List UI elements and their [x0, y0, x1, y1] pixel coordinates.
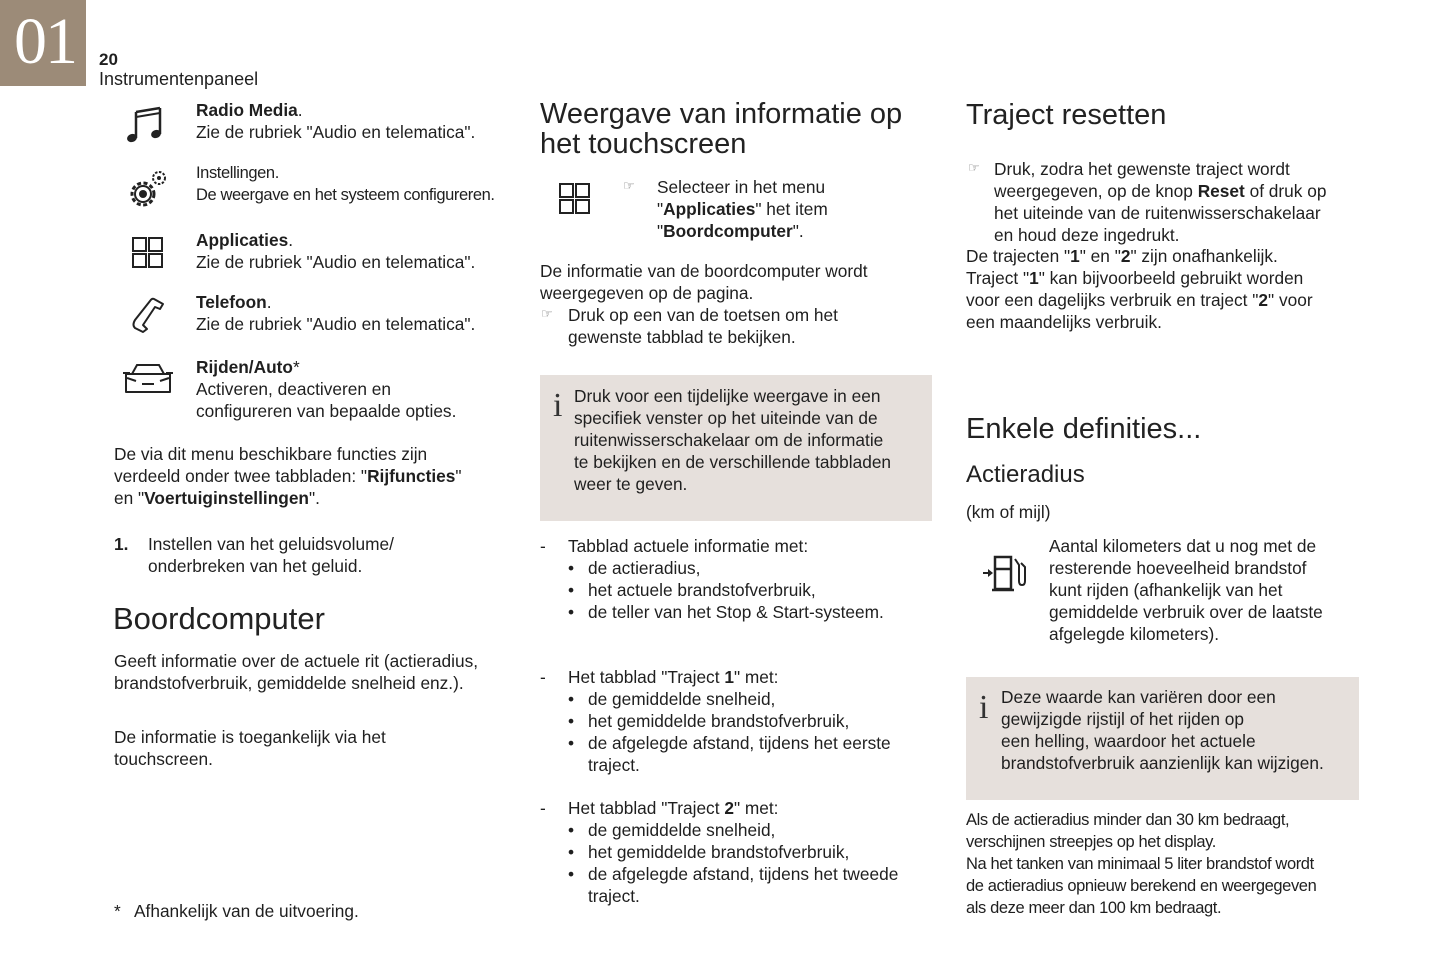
reset-paragraph: De trajecten "1" en "2" zijn onafhankelijk. Traject "1" kan bijvoorbeeld gebruikt worden voor een dagelijks verbruik en traject "2" voor een maandelijks verbruik.	[966, 246, 1313, 332]
menu-item-rijden-auto: Rijden/Auto* Activeren, deactiveren en configureren van bepaalde opties.	[196, 357, 457, 421]
list-item: • de gemiddelde snelheid,	[568, 689, 776, 709]
tab-name-rijfuncties: Rijfuncties	[367, 466, 456, 486]
touchscreen-heading: Weergave van informatie op het touchscreen	[540, 98, 903, 160]
hand-pointer-icon: ☞	[968, 160, 980, 175]
reset-step: Druk, zodra het gewenste traject wordt weergegeven, op de knop Reset of druk op het uiteinde van de ruitenwisserschakelaar en houd deze ingedrukt.	[994, 159, 1327, 245]
list-item: • het gemiddelde brandstofverbruik,	[568, 842, 850, 862]
definitions-heading: Enkele definities...	[966, 413, 1202, 445]
footnote-text: Afhankelijk van de uitvoering.	[134, 901, 359, 921]
applications-grid-icon	[132, 237, 164, 269]
traject-resetten-heading: Traject resetten	[966, 99, 1167, 131]
tabs-paragraph: De via dit menu beschikbare functies zijn verdeeld onder twee tabbladen: "Rijfuncties" en "Voertuiginstellingen".	[114, 444, 462, 508]
actieradius-notes: Als de actieradius minder dan 30 km bedraagt, verschijnen streepjes op het display. Na het tanken van minimaal 5 liter brandstof wordt de actieradius opnieuw berekend en weergegeven als deze meer dan 100 km bedraagt.	[966, 811, 1317, 917]
music-note-icon	[126, 104, 168, 146]
numbered-item: 1.	[114, 534, 129, 554]
menu-item-instellingen: Instellingen. De weergave en het systeem configureren.	[196, 164, 495, 204]
actieradius-description: Aantal kilometers dat u nog met de resterende hoeveelheid brandstof kunt rijden (afhankelijk van het gemiddelde verbruik over de laatste afgelegde kilometers).	[1049, 536, 1323, 644]
list-item: • het gemiddelde brandstofverbruik,	[568, 711, 850, 731]
list-item: • de gemiddelde snelheid,	[568, 820, 776, 840]
tab-list-traject-2	[540, 797, 930, 907]
menu-item-telefoon: Telefoon. Zie de rubriek "Audio en telematica".	[196, 292, 476, 334]
info-icon: i	[553, 387, 563, 424]
list-item-continuation: traject.	[588, 755, 640, 775]
applications-grid-icon	[559, 183, 591, 215]
tab-list-heading: - Het tabblad "Traject 1" met:	[540, 667, 779, 687]
list-item-continuation: traject.	[588, 886, 640, 906]
hand-pointer-icon: ☞	[541, 306, 553, 321]
info-box-text: Druk voor een tijdelijke weergave in een specifiek venster op het uiteinde van de ruitenwisserschakelaar om de informatie te bekijken en de verschillende tabbladen weer te geven.	[574, 386, 892, 494]
info-icon: i	[979, 689, 989, 726]
telephone-icon	[130, 296, 166, 334]
actieradius-unit: (km of mijl)	[966, 502, 1051, 522]
list-item: • de afgelegde afstand, tijdens het tweede	[568, 864, 899, 884]
tab-list-traject-1	[540, 666, 930, 776]
boordcomputer-access: De informatie is toegankelijk via het touchscreen.	[114, 727, 386, 769]
chapter-number: 01	[14, 5, 76, 78]
chapter-badge	[0, 0, 86, 86]
menu-item-radio-media: Radio Media. Zie de rubriek "Audio en telematica".	[196, 100, 476, 142]
tab-list-heading: - Tabblad actuele informatie met:	[540, 536, 809, 556]
list-item: • de afgelegde afstand, tijdens het eerste	[568, 733, 891, 753]
page-number: 20	[99, 50, 118, 69]
select-boordcomputer-step: Selecteer in het menu "Applicaties" het item "Boordcomputer".	[657, 177, 828, 241]
fuel-range-icon	[981, 553, 1027, 593]
actieradius-heading: Actieradius	[966, 461, 1085, 488]
list-item: • de teller van het Stop & Start-systeem.	[568, 602, 884, 622]
car-icon	[122, 362, 174, 396]
reset-button-label: Reset	[1197, 181, 1245, 201]
section-title: Instrumentenpaneel	[99, 69, 259, 89]
hand-pointer-icon: ☞	[623, 178, 635, 193]
settings-gears-icon	[126, 168, 170, 212]
list-item: • het actuele brandstofverbruik,	[568, 580, 816, 600]
tab-list-heading: - Het tabblad "Traject 2" met:	[540, 798, 779, 818]
info-box-text: Deze waarde kan variëren door een gewijzigde rijstijl of het rijden op een helling, waardoor het actuele brandstofverbruik aanzienlijk kan wijzigen.	[1001, 687, 1324, 773]
list-item: • de actieradius,	[568, 558, 701, 578]
numbered-item-text: Instellen van het geluidsvolume/ onderbreken van het geluid.	[148, 534, 394, 576]
info-box-wiper-switch	[540, 375, 932, 521]
tab-list-actuele-informatie	[540, 535, 930, 623]
menu-item-applicaties: Applicaties. Zie de rubriek "Audio en telematica".	[196, 230, 476, 272]
footnote-mark: *	[114, 901, 121, 921]
tab-name-voertuiginstellingen: Voertuiginstellingen	[144, 488, 309, 508]
boordcomputer-heading: Boordcomputer	[113, 601, 325, 636]
info-box-range-variation	[966, 677, 1359, 800]
press-key-step: Druk op een van de toetsen om het gewenste tabblad te bekijken.	[568, 305, 838, 347]
boordcomputer-description: Geeft informatie over de actuele rit (actieradius, brandstofverbruik, gemiddelde snelheid enz.).	[114, 651, 479, 693]
info-display-paragraph: De informatie van de boordcomputer wordt weergegeven op de pagina.	[540, 261, 868, 303]
